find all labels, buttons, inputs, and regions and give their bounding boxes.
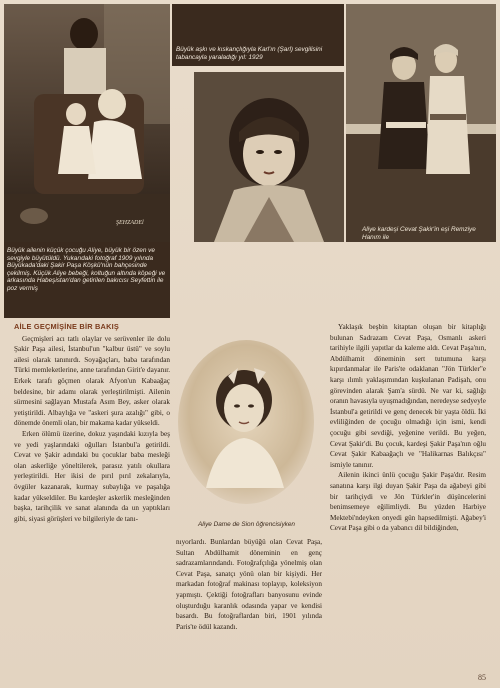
photo-child-with-nanny	[4, 4, 170, 242]
article-paragraph: Ailenin ikinci ünlü çocuğu Şakir Paşa'dır. Resim sanatına karşı ilgi duyan Şakir Paşa da ağabeyi gibi bir tarihçiydi ve Jön Türkler'in düşüncelerini benimsemeye eğilimliydi. Bu yüzden Harbiye Mektebi'ndeyken onyedi gün hapsedilmişti. Ağabey'i Cevat Paşa gibi o da yabancı dil bildiğinden,	[330, 471, 486, 533]
article-column-1	[14, 322, 170, 524]
photo-signature: ŞEHZADEl	[116, 220, 144, 226]
caption-oval-photo: Aliye Dame de Sion öğrencisiyken	[198, 521, 295, 528]
page-number: 85	[478, 673, 486, 682]
article-heading: AİLE GEÇMİŞİNE BİR BAKIŞ	[14, 322, 119, 331]
article-column-2	[176, 537, 322, 632]
article-paragraph: Erken ölümü üzerine, dokuz yaşındaki kızıyla beş ve yedi yaşlarındaki oğulları İstanbul'a getirildi. Cevat ve Şakir adındaki bu çocuklar baba mesleği olan askerliğe yöneltilerek, parasız yatılı okullara yerleştirildi. Her ikisi de pırıl pırıl zekalarıyla, övgüler kazanarak, kurmay subaylığa ve paşalığa kadar yükseldiler. Bu kardeşler askerlik mesleğinden başka, tarihçilik ve sanat alanında da un yaptıkları gibi, siyasi görüşleri ve bilgileriyle de tanı-	[14, 429, 170, 523]
caption-right-photo: Aliye kardeşi Cevat Şakir'in eşi Remziye Hanım ile	[362, 226, 476, 241]
article-column-3	[330, 322, 486, 534]
article-paragraph: Geçmişleri acı tatlı olaylar ve serüvenler ile dolu Şakir Paşa ailesi, İstanbul'un "kalbur üstü" ve soylu ailesi olarak tanınırdı. Soyağaçları, baba tarafından Türki memleketlerine, anne tarafından Girit'e dayanır. Erkek tarafı göçmen olarak Afyon'un Kabaağaç beldesine, bir adamı olarak yerleştirilmişti. Ailenin sürmesini sağlayan Mustafa Asım Bey, asker olarak yetiştirildi. Albaylığa ve "askeri şura azalığı" gibi, o dönemde önemli olan, bir makama kadar yükseldi.	[14, 334, 170, 428]
caption-top-middle: Büyük aşkı ve kıskançlığıyla Karl'ın (Şarl) sevgilisini tabancayla yaraladığı yıl: 1929	[176, 46, 323, 61]
photo-oval-student	[176, 338, 316, 506]
article-paragraph: nıyorlardı. Bunlardan büyüğü olan Cevat Paşa, Sultan Abdülhamit döneminin en genç sadrazamlarındandı. Fotoğrafçılığa yönelmiş olan Cevat Paşa, sanatçı yönü olan bir kişiydi. Her markadan fotoğraf makinası toplayıp, koleksiyon yapmıştı. Çektiği fotoğrafları banyosunu evinde oluşturduğu karanlık odasında yapar ve kendisi basardı. Bu fotoğraflardan biri, 1901 yılında Paris'te ödül kazandı.	[176, 538, 322, 631]
photo-portrait-1929	[194, 72, 344, 242]
caption-left-photo: Büyük ailenin küçük çocuğu Aliye, büyük bir özen ve sevgiyle büyütüldü. Yukarıdaki fotoğraf 1909 yılında Büyükada'daki Şakir Paşa Köşkü'nün bahçesinde çekilmiş. Küçük Aliye bebeği, koltuğun altında köpeği ve arkasında Habeşistan'dan getirilen bakıcısı Seyfettin ile poz vermiş	[7, 247, 166, 292]
article-paragraph: Yaklaşık beşbin kitaptan oluşan bir kitaplığı bulunan Sadrazam Cevat Paşa, Osmanlı askeri tarihiyle ilgili yapıtlar da kaleme aldı. Cevat Paşa'nın, Abdülhamit döneminin sert tutumuna karşı kıpırdanmalar ile Paris'te odaklanan "Jön Türkler"e karşı ılımlı yaklaşımından kuşkulanan Padişah, onu görevinden alarak Şam'a sürdü. Ne var ki, sağlığı oranın havasıyla uyuşmadığından, neredeyse sedyeyle İstanbul'a getirildi ve genç denecek bir yaşta öldü. İki evliliğinden de çocuğu olmadığı için ismi, kendi çocuğu gibi sevdiği, yeğenine verildi. Bu yeğen, Cevat Şakir'di. Bu çocuk, kardeşi Şakir Paşa'nın oğlu Cevat Şakir Kabaağaçlı ve "Halikarnas Balıkçısı" ismiyle tanınır.	[330, 323, 486, 469]
photo-two-women	[346, 4, 496, 242]
